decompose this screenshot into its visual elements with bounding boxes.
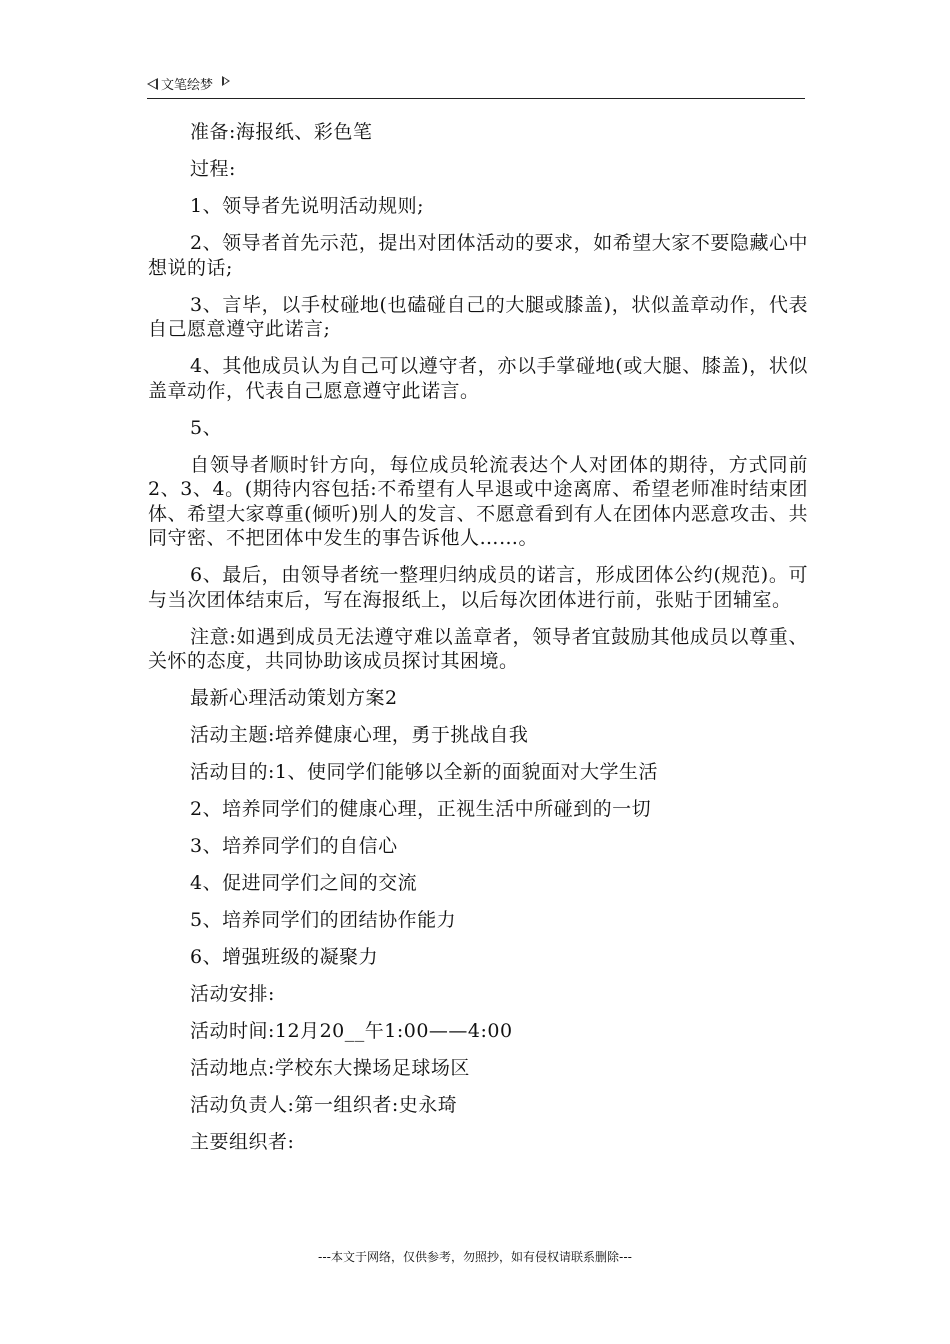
paragraph: 活动地点:学校东大操场足球场区: [190, 1057, 470, 1079]
paragraph: 2、领导者首先示范，提出对团体活动的要求，如希望大家不要隐藏心中想说的话;: [148, 232, 808, 279]
paragraph: 准备:海报纸、彩色笔: [190, 121, 373, 143]
paragraph: 活动安排:: [190, 983, 275, 1005]
paragraph: 活动主题:培养健康心理，勇于挑战自我: [190, 724, 529, 746]
paragraph: 3、言毕，以手杖碰地(也磕碰自己的大腿或膝盖)，状似盖章动作，代表自己愿意遵守此诺言;: [148, 293, 808, 340]
paragraph: 5、: [190, 416, 223, 439]
triangle-right-icon: [222, 76, 230, 86]
paragraph: 活动时间:12月20__午1:00——4:00: [190, 1020, 513, 1042]
list-item: 3、培养同学们的自信心: [190, 835, 398, 857]
brand-text: 文笔绘梦: [161, 78, 214, 93]
triangle-left-icon: [147, 78, 158, 90]
page-header: [147, 72, 805, 99]
list-item: 2、培养同学们的健康心理，正视生活中所碰到的一切: [190, 798, 652, 820]
header-brand: [147, 74, 230, 93]
paragraph: 6、最后，由领导者统一整理归纳成员的诺言，形成团体公约(规范)。可与当次团体结束后，写在海报纸上，以后每次团体进行前，张贴于团辅室。: [148, 564, 808, 611]
paragraph: 活动目的:1、使同学们能够以全新的面貌面对大学生活: [190, 761, 658, 783]
paragraph: 活动负责人:第一组织者:史永琦: [190, 1094, 458, 1116]
paragraph: 主要组织者:: [190, 1131, 295, 1153]
paragraph: 注意:如遇到成员无法遵守难以盖章者，领导者宜鼓励其他成员以尊重、关怀的态度，共同协助该成员探讨其困境。: [148, 625, 808, 672]
paragraph: 自领导者顺时针方向，每位成员轮流表达个人对团体的期待，方式同前2、3、4。(期待内容包括:不希望有人早退或中途离席、希望老师准时结束团体、希望大家尊重(倾听)别人的发言、不愿意看到有人在团体内恶意攻击、共同守密、不把团体中发生的事告诉他人……。: [148, 453, 808, 549]
paragraph: 4、其他成员认为自己可以遵守者，亦以手掌碰地(或大腿、膝盖)，状似盖章动作，代表自己愿意遵守此诺言。: [148, 355, 808, 402]
list-item: 4、促进同学们之间的交流: [190, 872, 418, 894]
document-body: [148, 120, 808, 1167]
paragraph: 1、领导者先说明活动规则;: [190, 195, 424, 217]
paragraph: 过程:: [190, 158, 236, 180]
list-item: 6、增强班级的凝聚力: [190, 946, 379, 968]
list-item: 5、培养同学们的团结协作能力: [190, 909, 457, 931]
section-title: 最新心理活动策划方案2: [190, 687, 398, 709]
page-footer: ---本文于网络，仅供参考，勿照抄，如有侵权请联系删除---: [318, 1250, 632, 1264]
